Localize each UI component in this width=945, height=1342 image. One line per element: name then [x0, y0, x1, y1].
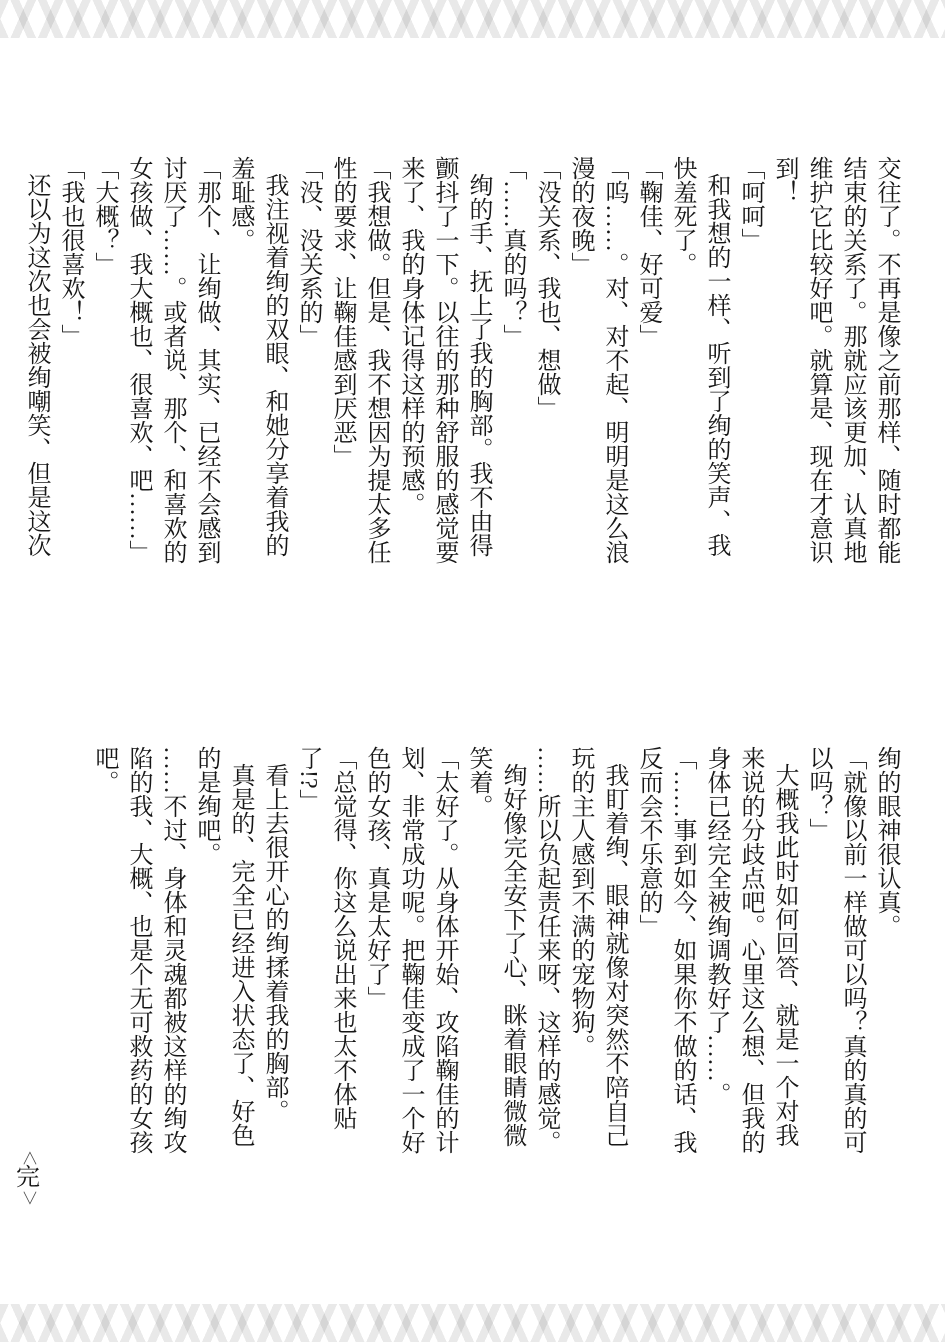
text-column-paragraph: 绚的眼神很认真。	[873, 746, 899, 938]
text-column-paragraph: 绚的手、抚上了我的胸部。我不由得颤抖了一下。以往的那种舒服的感觉要来了、我的身体记得这样的预感。	[397, 156, 491, 564]
novel-text-block-top	[23, 156, 903, 576]
text-column-paragraph: 绚好像完全安下了心、眯着眼睛微微笑着。	[465, 746, 525, 1147]
text-column-paragraph: 「没、没关系的」	[295, 156, 321, 348]
text-column-paragraph: 「总觉得、你这么说出来也太不体贴了!?」	[295, 746, 355, 1130]
text-column-paragraph: 「大概？」	[91, 156, 117, 276]
text-column-paragraph: 「呜……。对、对不起、明明是这么浪漫的夜晚」	[567, 156, 627, 564]
text-column-paragraph: 「我也很喜欢！」	[57, 156, 83, 348]
text-column-paragraph: 我注视着绚的双眼、和她分享着我的羞耻感。	[227, 156, 287, 557]
novel-text-block-bottom	[33, 746, 903, 1166]
text-column-paragraph: 大概我此时如何回答、就是一个对我来说的分歧点吧。心里这么想、但我的身体已经完全被绚调教好了……。	[703, 746, 797, 1154]
text-column-paragraph: 看上去很开心的绚揉着我的胸部。	[261, 762, 287, 1123]
end-marker-bracket: ＞	[19, 1189, 38, 1207]
end-marker	[12, 1150, 44, 1206]
text-column-paragraph: 「我想做。但是、我不想因为提太多任性的要求、让鞠佳感到厌恶」	[329, 156, 389, 564]
end-marker-bracket: ＜	[19, 1149, 38, 1167]
text-column-paragraph: 和我想的一样、听到了绚的笑声、我快羞死了。	[669, 156, 729, 557]
text-column-paragraph: ……所以负起责任来呀、这样的感觉。	[533, 746, 559, 1154]
text-column-paragraph: 交往了。不再是像之前那样、随时都能结束的关系了。那就应该更加、认真地维护它比较好吧。就算是、现在才意识到！	[771, 156, 899, 564]
text-column-paragraph: 真是的、完全已经进入状态了、好色的是绚吧。	[193, 746, 253, 1147]
text-column-paragraph: 「……真的吗？」	[499, 156, 525, 348]
text-column-paragraph: 「鞠佳、好可爱」	[635, 156, 661, 348]
text-column-paragraph: 「太好了。从身体开始、攻陷鞠佳的计划、非常成功呢。把鞠佳变成了一个好色的女孩、真是太好了」	[363, 746, 457, 1154]
end-marker-char: 完	[16, 1165, 40, 1191]
text-column-paragraph: 我盯着绚、眼神就像对突然不陪自己玩的主人感到不满的宠物狗。	[567, 746, 627, 1147]
text-column-paragraph: 「呵呵」	[737, 156, 763, 252]
bottom-border-pattern	[0, 1304, 945, 1342]
top-border-pattern	[0, 0, 945, 38]
text-column-paragraph: 「……事到如今、如果你不做的话、我反而会不乐意的」	[635, 746, 695, 1154]
text-column-paragraph: ……不过、身体和灵魂都被这样的绚攻陷的我、大概、也是个无可救药的女孩吧。	[91, 746, 185, 1154]
text-column-paragraph: 「就像以前一样做可以吗？真的真的可以吗？」	[805, 746, 865, 1154]
text-column-paragraph: 「那个、让绚做、其实、已经不会感到讨厌了……。或者说、那个、和喜欢的女孩做、我大概也、很喜欢、吧……」	[125, 156, 219, 564]
text-column-paragraph: 还以为这次也会被绚嘲笑、但是这次	[23, 172, 49, 557]
text-column-paragraph: 「没关系、我也、想做」	[533, 156, 559, 420]
